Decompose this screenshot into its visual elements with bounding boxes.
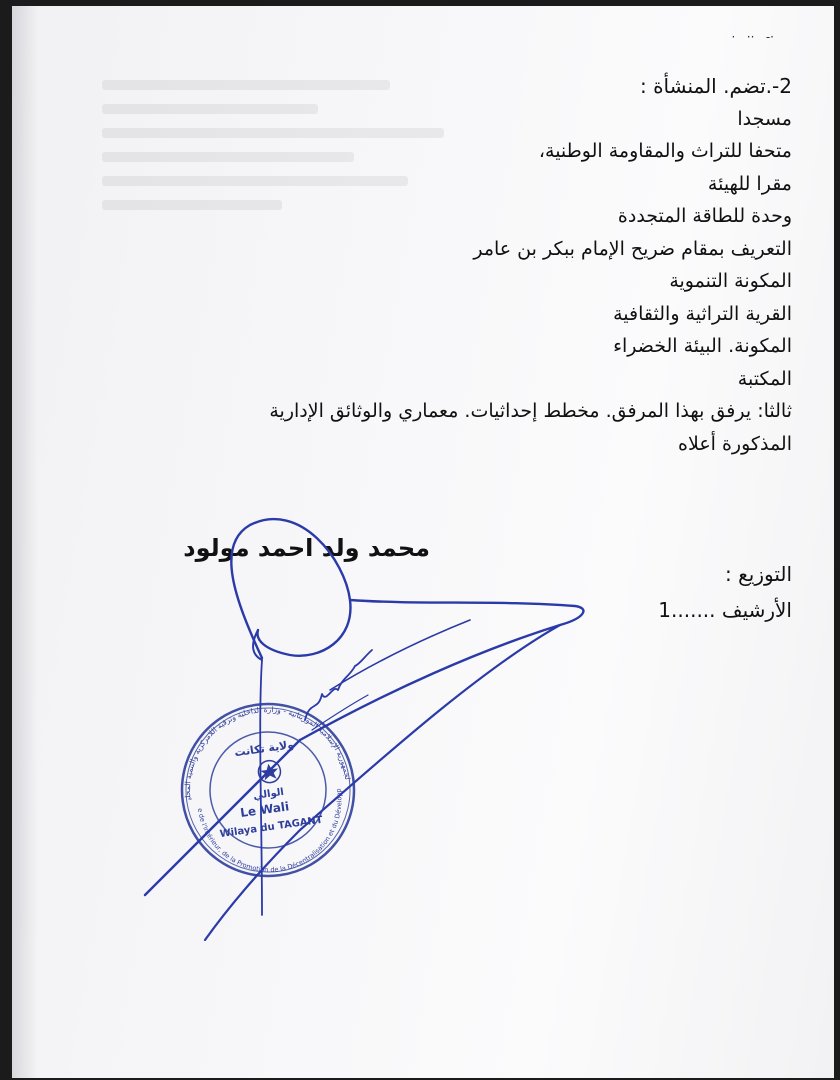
- stamp-wilaya-ar: ولاية تكانت: [233, 738, 295, 760]
- body-line: المكونة التنموية: [669, 270, 792, 292]
- distribution-title: التوزيع :: [725, 562, 792, 586]
- body-line: المذكورة أعلاه: [678, 432, 792, 455]
- body-line: متحفا للتراث والمقاومة الوطنية،: [538, 140, 792, 162]
- body-line: القرية التراثية والثقافية: [613, 302, 792, 325]
- signatory-name: محمد ولد احمد مولود: [183, 534, 430, 562]
- body-line: المكونة. البيئة الخضراء: [613, 335, 792, 357]
- margin-marks: · ·· -·: [731, 30, 774, 44]
- distribution-block: [532, 556, 792, 628]
- page-shadow: [12, 6, 38, 1078]
- body-line: مقرا للهيئة: [707, 172, 792, 195]
- stamp-outer-bottom-text: RIM/Ministère de l'Intérieur, de la Promotion de la Décentralisation et du Développement: [195, 788, 344, 874]
- body-line: وحدة للطاقة المتجددة: [617, 205, 792, 227]
- stamp-wilaya-fr: Wilaya du TAGANT: [219, 814, 324, 841]
- stamp-outer-top-text: الجمهورية الإسلامية الموريتانية - وزارة الداخلية وترقية اللامركزية والتنمية المحلية: [182, 704, 353, 801]
- body-line: ثالثا: يرفق بهذا المرفق. مخطط إحداثيات. معماري والوثائق الإدارية: [269, 400, 792, 422]
- document-body: [92, 70, 792, 460]
- section-heading: 2-.تضم. المنشأة :: [639, 74, 792, 98]
- stamp-wali-ar: الوالي: [252, 786, 285, 803]
- body-line: المكتبة: [737, 367, 792, 390]
- distribution-archive: الأرشيف .......1: [658, 598, 792, 622]
- body-line: مسجدا: [737, 107, 792, 130]
- stamp-wali-fr: Le Wali: [239, 799, 290, 820]
- body-line: التعريف بمقام ضريح الإمام ببكر بن عامر: [473, 237, 792, 260]
